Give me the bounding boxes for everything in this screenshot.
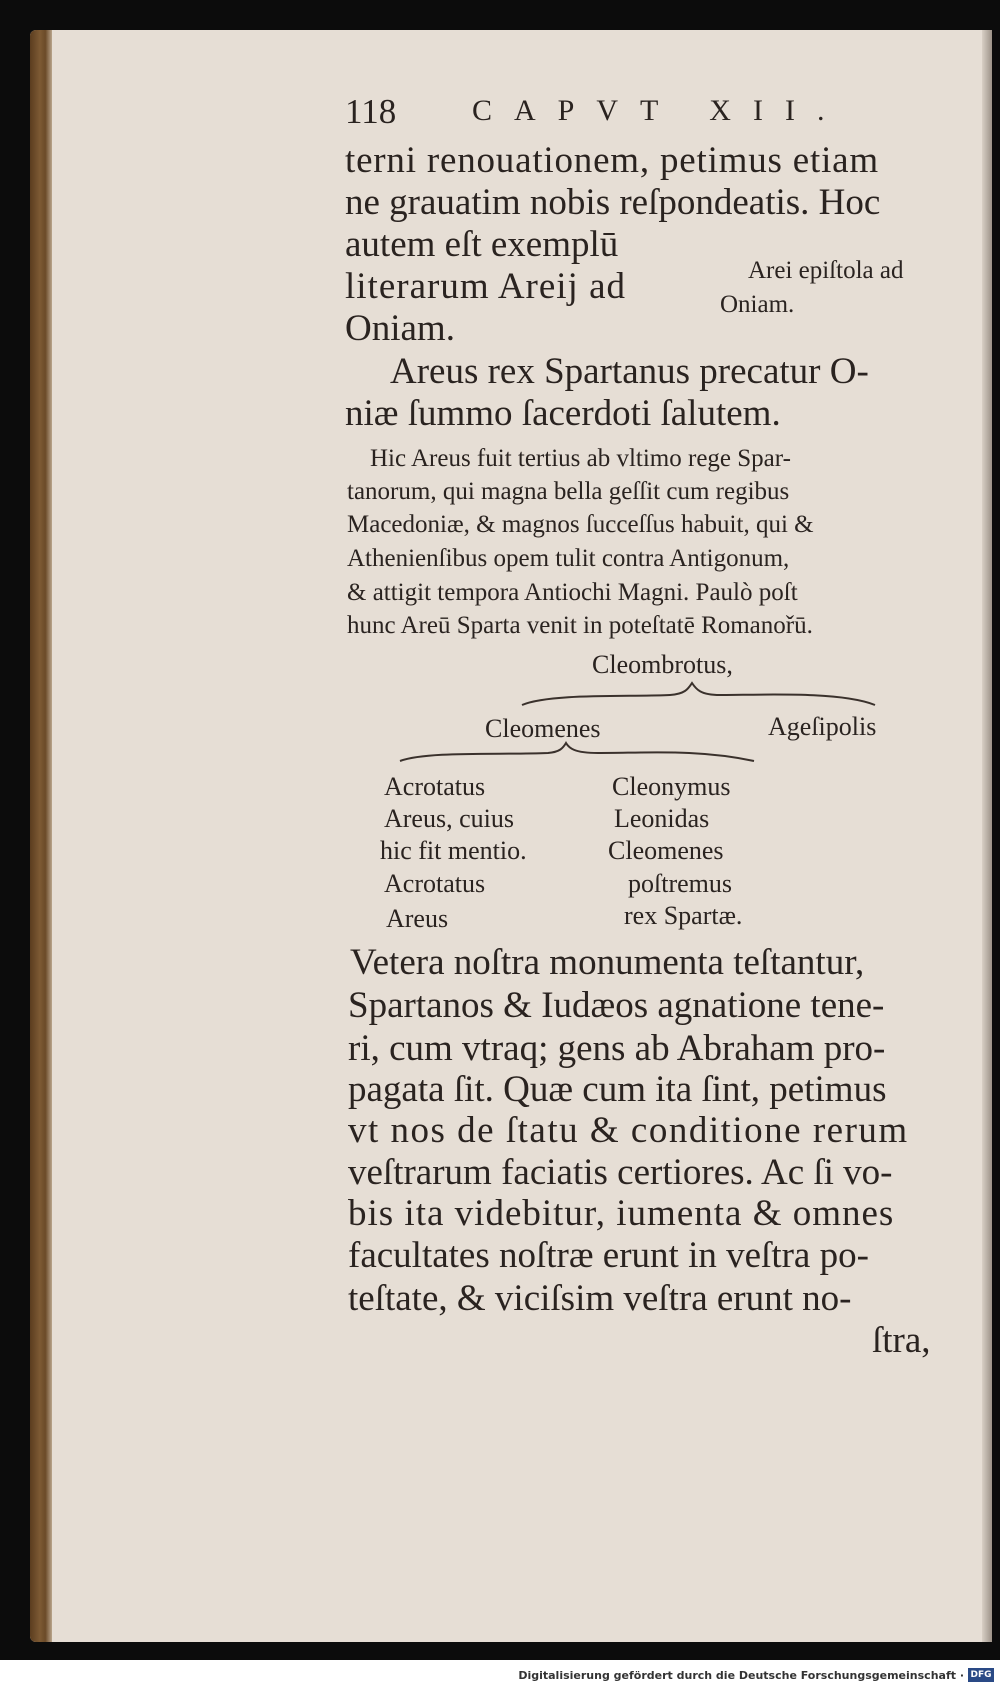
page-number: 118	[345, 92, 397, 131]
genealogy-right: Cleomenes	[608, 836, 724, 865]
body-line: facultates noſtræ erunt in veſtra po-	[348, 1235, 869, 1276]
genealogy-right: Cleonymus	[612, 772, 731, 801]
footer-credit: Digitalisierung gefördert durch die Deutsche Forschungsgemeinschaft ·	[518, 1669, 964, 1682]
page-edge	[982, 30, 992, 1642]
genealogy-left: hic fit mentio.	[380, 836, 527, 865]
genealogy-child: Cleomenes	[485, 714, 601, 743]
body-line: Spartanos & Iudæos agnatione tene-	[348, 985, 885, 1026]
marginal-note: Oniam.	[720, 291, 795, 318]
body-line: ne grauatim nobis reſpondeatis. Hoc	[345, 182, 881, 223]
genealogy-left: Acrotatus	[384, 869, 486, 898]
commentary-line: Athenienſibus opem tulit contra Antigonum,	[347, 545, 790, 572]
body-line: veſtrarum faciatis certiores. Ac ſi vo-	[348, 1152, 893, 1193]
commentary-line: Macedoniæ, & magnos ſucceſſus habuit, qui &	[347, 511, 814, 538]
salutation-line: niæ ſummo ſacerdoti ſalutem.	[345, 393, 781, 434]
genealogy-left: Areus	[386, 904, 449, 933]
body-line: literarum Areij ad	[345, 266, 627, 307]
body-line: Oniam.	[345, 308, 455, 349]
genealogy-left: Acrotatus	[384, 772, 486, 801]
digitization-footer	[0, 1660, 1000, 1692]
body-line: vt nos de ſtatu & conditione rerum	[348, 1110, 909, 1151]
genealogy-right: poſtremus	[628, 869, 732, 898]
dfg-logo: DFG	[968, 1668, 994, 1682]
book-spine	[30, 30, 52, 1642]
genealogy-left: Areus, cuius	[384, 804, 514, 833]
catchword: ſtra,	[872, 1320, 931, 1361]
running-title: CAPVT XII.	[472, 94, 847, 127]
genealogy-right: Leonidas	[614, 804, 710, 833]
genealogy-brace	[398, 743, 758, 767]
genealogy-right: rex Spartæ.	[624, 901, 743, 930]
body-line: Vetera noſtra monumenta teſtantur,	[350, 942, 865, 983]
commentary-line: tanorum, qui magna bella geſſit cum regibus	[347, 478, 790, 505]
genealogy-root: Cleombrotus,	[592, 650, 733, 679]
commentary-line: Hic Areus fuit tertius ab vltimo rege Spar-	[370, 445, 791, 472]
body-line: pagata ſit. Quæ cum ita ſint, petimus	[348, 1069, 887, 1110]
body-line: autem eſt exemplū	[345, 224, 619, 265]
body-line: teſtate, & viciſsim veſtra erunt no-	[348, 1278, 852, 1319]
salutation-line: Areus rex Spartanus precatur O-	[390, 351, 869, 392]
commentary-line: & attigit tempora Antiochi Magni. Paulò poſt	[347, 579, 798, 606]
body-line: bis ita videbitur, iumenta & omnes	[348, 1193, 895, 1234]
body-line: terni renouationem, petimus etiam	[345, 140, 879, 181]
commentary-line: hunc Areū Sparta venit in poteſtatē Romanořū.	[347, 612, 813, 639]
genealogy-brace	[520, 683, 880, 713]
genealogy-child: Ageſipolis	[768, 712, 877, 741]
body-line: ri, cum vtraq; gens ab Abraham pro-	[348, 1028, 886, 1069]
marginal-note: Arei epiſtola ad	[748, 257, 904, 284]
